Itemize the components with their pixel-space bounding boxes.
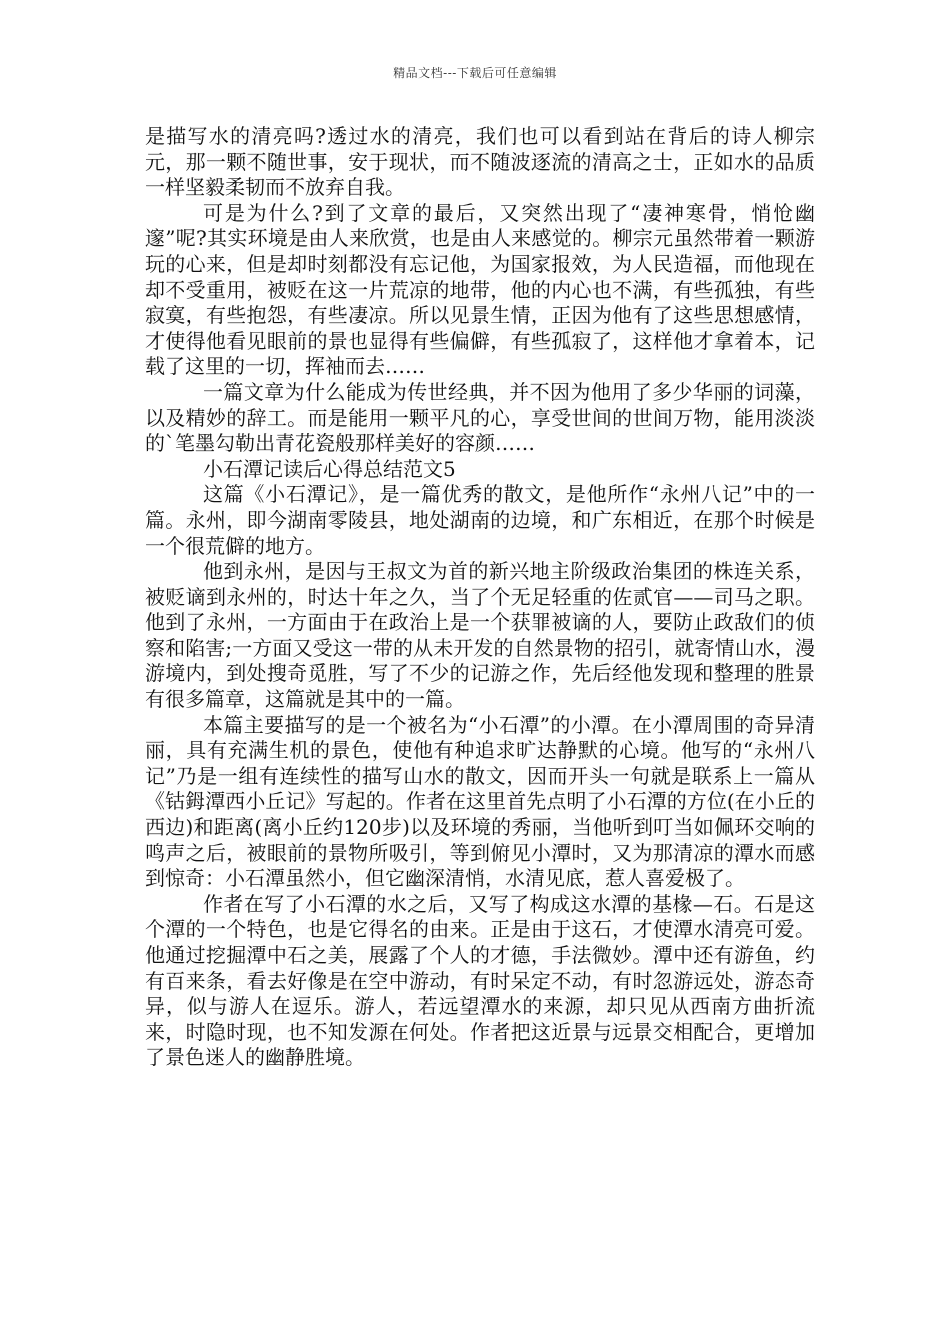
paragraph: 一篇文章为什么能成为传世经典，并不因为他用了多少华丽的词藻，以及精妙的辞工。而是能用一颗平凡的心，享受世间的世间万物，能用淡淡的`笔墨勾勒出青花瓷般那样美好的容颜…… <box>145 379 815 456</box>
paragraph: 他到永州，是因与王叔文为首的新兴地主阶级政治集团的株连关系，被贬谪到永州的，时达十年之久，当了个无足轻重的佐贰官——司马之职。他到了永州，一方面由于在政治上是一个获罪被谪的人，要防止政敌们的侦察和陷害;一方面又受这一带的从未开发的自然景物的招引，就寄情山水，漫游境内，到处搜奇觅胜，写了不少的记游之作，先后经他发现和整理的胜景有很多篇章，这篇就是其中的一篇。 <box>145 559 815 712</box>
paragraph: 作者在写了小石潭的水之后，又写了构成这水潭的基椽—石。石是这个潭的一个特色，也是它得名的由来。正是由于这石，才使潭水清亮可爱。他通过挖掘潭中石之美，展露了个人的才德，手法微妙。潭中还有游鱼，约有百来条，看去好像是在空中游动，有时呆定不动，有时忽游远处，游态奇异，似与游人在逗乐。游人，若远望潭水的来源，却只见从西南方曲折流来，时隐时现，也不知发源在何处。作者把这近景与远景交相配合，更增加了景色迷人的幽静胜境。 <box>145 891 815 1070</box>
paragraph: 这篇《小石潭记》，是一篇优秀的散文，是他所作“永州八记”中的一篇。永州，即今湖南零陵县，地处湖南的边境，和广东相近，在那个时候是一个很荒僻的地方。 <box>145 482 815 558</box>
document-body <box>145 124 815 1071</box>
section-heading: 小石潭记读后心得总结范文5 <box>203 456 456 481</box>
paragraph: 可是为什么?到了文章的最后，又突然出现了“凄神寒骨，悄怆幽邃”呢?其实环境是由人来欣赏，也是由人来感觉的。柳宗元虽然带着一颗游玩的心来，但是却时刻都没有忘记他，为国家报效，为人民造福，而他现在却不受重用，被贬在这一片荒凉的地带，他的内心也不满，有些孤独，有些寂寞，有些抱怨，有些凄凉。所以见景生情，正因为他有了这些思想感情，才使得他看见眼前的景也显得有些偏僻，有些孤寂了，这样他才拿着本，记载了这里的一切，挥袖而去…… <box>145 200 815 379</box>
page-header: 精品文档---下载后可任意编辑 <box>393 66 557 80</box>
paragraph: 本篇主要描写的是一个被名为“小石潭”的小潭。在小潭周围的奇异清丽，具有充满生机的景色，使他有种追求旷达静默的心境。他写的“永州八记”乃是一组有连续性的描写山水的散文，因而开头一句就是联系上一篇从《钴鉧潭西小丘记》写起的。作者在这里首先点明了小石潭的方位(在小丘的西边)和距离(离小丘约120步)以及环境的秀丽，当他听到叮当如佩环交响的鸣声之后，被眼前的景物所吸引，等到俯见小潭时，又为那清凉的潭水而感到惊奇：小石潭虽然小，但它幽深清悄，水清见底，惹人喜爱极了。 <box>145 712 815 891</box>
paragraph-continuation: 是描写水的清亮吗?透过水的清亮，我们也可以看到站在背后的诗人柳宗元，那一颗不随世事，安于现状，而不随波逐流的清高之士，正如水的品质一样坚毅柔韧而不放弃自我。 <box>145 124 815 200</box>
